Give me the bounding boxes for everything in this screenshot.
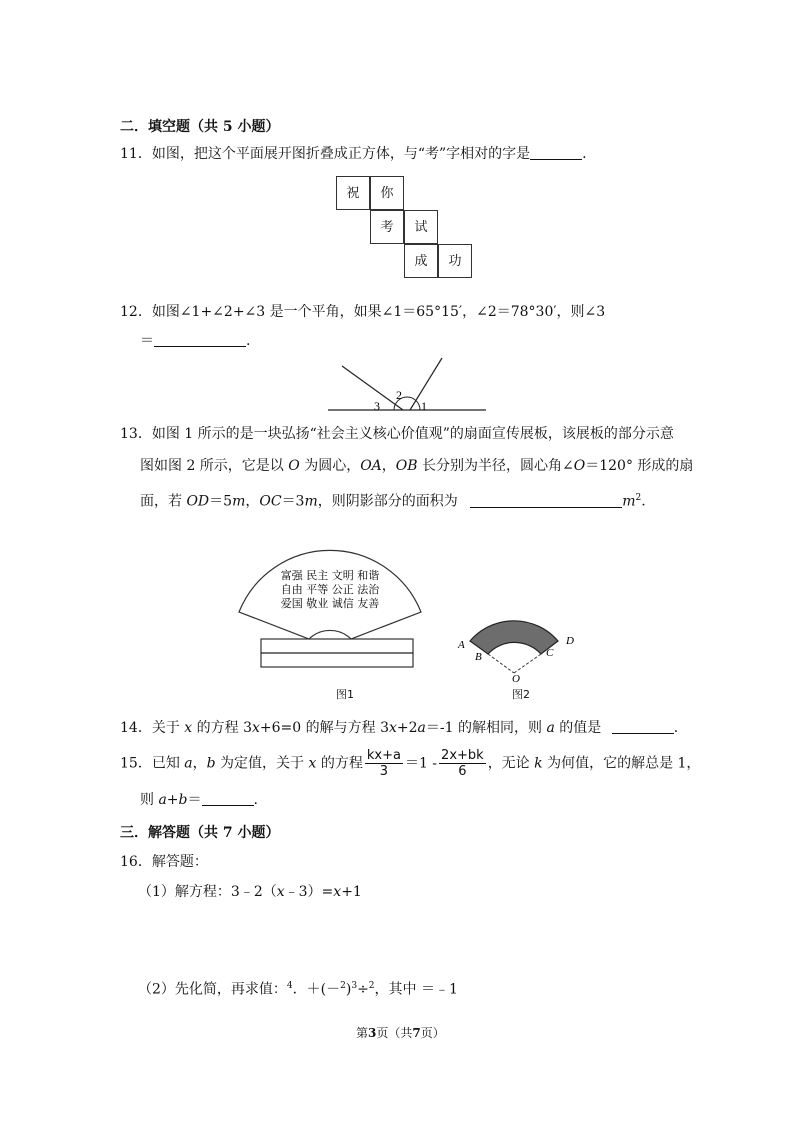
fan-text-row-3: 爱国 敬业 诚信 友善 bbox=[280, 597, 380, 610]
answer-blank-15[interactable] bbox=[202, 791, 254, 806]
cube-net-figure bbox=[336, 176, 476, 281]
question-15-line2: 则 a+b＝ . bbox=[140, 792, 258, 808]
answer-blank-13[interactable] bbox=[470, 493, 622, 508]
cube-face-4: 试 bbox=[404, 210, 438, 244]
question-16-part-2: （2）先化简，再求值：$^4$．$+(-^2)^3\div^2$，其中 ＝﹣1 bbox=[138, 981, 458, 998]
angle-label-3: 3 bbox=[374, 399, 380, 413]
board-base-top bbox=[261, 639, 413, 653]
cube-face-3: 考 bbox=[370, 210, 404, 244]
angle-label-2: 2 bbox=[396, 388, 402, 402]
point-label-D: D bbox=[566, 635, 574, 647]
fan-text-row-2: 自由 平等 公正 法治 bbox=[280, 583, 380, 596]
point-label-C: C bbox=[546, 647, 554, 659]
cube-face-1: 祝 bbox=[336, 176, 370, 210]
point-label-O: O bbox=[512, 673, 520, 684]
question-16-title: 16．解答题： bbox=[120, 854, 208, 870]
question-13-line2: 图如图 2 所示，它是以 O 为圆心，OA，OB 长分别为半径，圆心角∠O＝120° 形成的扇 bbox=[140, 458, 694, 474]
radius-OB bbox=[488, 654, 514, 673]
left-ray bbox=[342, 366, 403, 410]
fraction-2: $\frac{2x+bk}{6}$ bbox=[441, 748, 484, 779]
question-14: 14．关于 x 的方程 3x+6=0 的解与方程 3x+2a＝-1 的解相同，则 a 的值是 . bbox=[120, 720, 679, 736]
question-16-part-1: （1）解方程：3﹣2（x﹣3）=x+1 bbox=[138, 884, 362, 900]
radius-OC bbox=[514, 654, 541, 673]
section-title-solve: 三．解答题（共 7 小题） bbox=[120, 825, 280, 841]
angle-figure bbox=[320, 352, 490, 418]
question-13-line3: 面，若 OD＝5m，OC＝3m，则阴影部分的面积为 $m^2$. bbox=[140, 493, 646, 510]
question-12-text: 12．如图∠1+∠2+∠3 是一个平角，如果∠1＝65°15′，∠2＝78°30′，则∠3 bbox=[120, 304, 606, 320]
answer-blank-12[interactable] bbox=[154, 332, 246, 347]
cube-face-5: 成 bbox=[404, 244, 438, 278]
board-base-bottom bbox=[261, 653, 413, 667]
page-footer: 第3页（共7页） bbox=[356, 1026, 445, 1040]
question-12-line2: ＝ . bbox=[140, 333, 251, 349]
shaded-region bbox=[470, 621, 558, 654]
cube-face-6: 功 bbox=[438, 244, 472, 278]
answer-blank-14[interactable] bbox=[612, 719, 674, 734]
figure-2-sector bbox=[450, 612, 590, 684]
angle-label-1: 1 bbox=[421, 399, 427, 413]
question-12 bbox=[120, 302, 605, 322]
figure-2-caption: 图2 bbox=[512, 688, 530, 701]
fan-text-row-1: 富强 民主 文明 和谐 bbox=[280, 569, 380, 582]
section-title-fill-blank: 二．填空题（共 5 小题） bbox=[120, 119, 280, 135]
fraction-1: $\frac{kx+a}{3}$ bbox=[366, 748, 401, 779]
figure-1-fan-board bbox=[230, 548, 430, 698]
figure-1-caption: 图1 bbox=[336, 688, 354, 701]
point-label-B: B bbox=[475, 651, 482, 663]
question-15: 15．已知 a，b 为定值，关于 x 的方程 $\frac{kx+a}{3}$ ＝1 - $\frac{2x+bk}{6}$ ，无论 k 为何值，它的解总是 1， bbox=[120, 748, 701, 779]
question-11: 11．如图，把这个平面展开图折叠成正方体，与“考”字相对的字是 . bbox=[120, 146, 587, 162]
cube-face-2: 你 bbox=[370, 176, 404, 210]
question-11-text: 11．如图，把这个平面展开图折叠成正方体，与“考”字相对的字是 bbox=[120, 146, 531, 162]
question-13-line1: 13．如图 1 所示的是一块弘扬“社会主义核心价值观”的扇面宣传展板，该展板的部分示意 bbox=[120, 426, 674, 442]
answer-blank-11[interactable] bbox=[530, 145, 582, 160]
point-label-A: A bbox=[458, 639, 465, 651]
